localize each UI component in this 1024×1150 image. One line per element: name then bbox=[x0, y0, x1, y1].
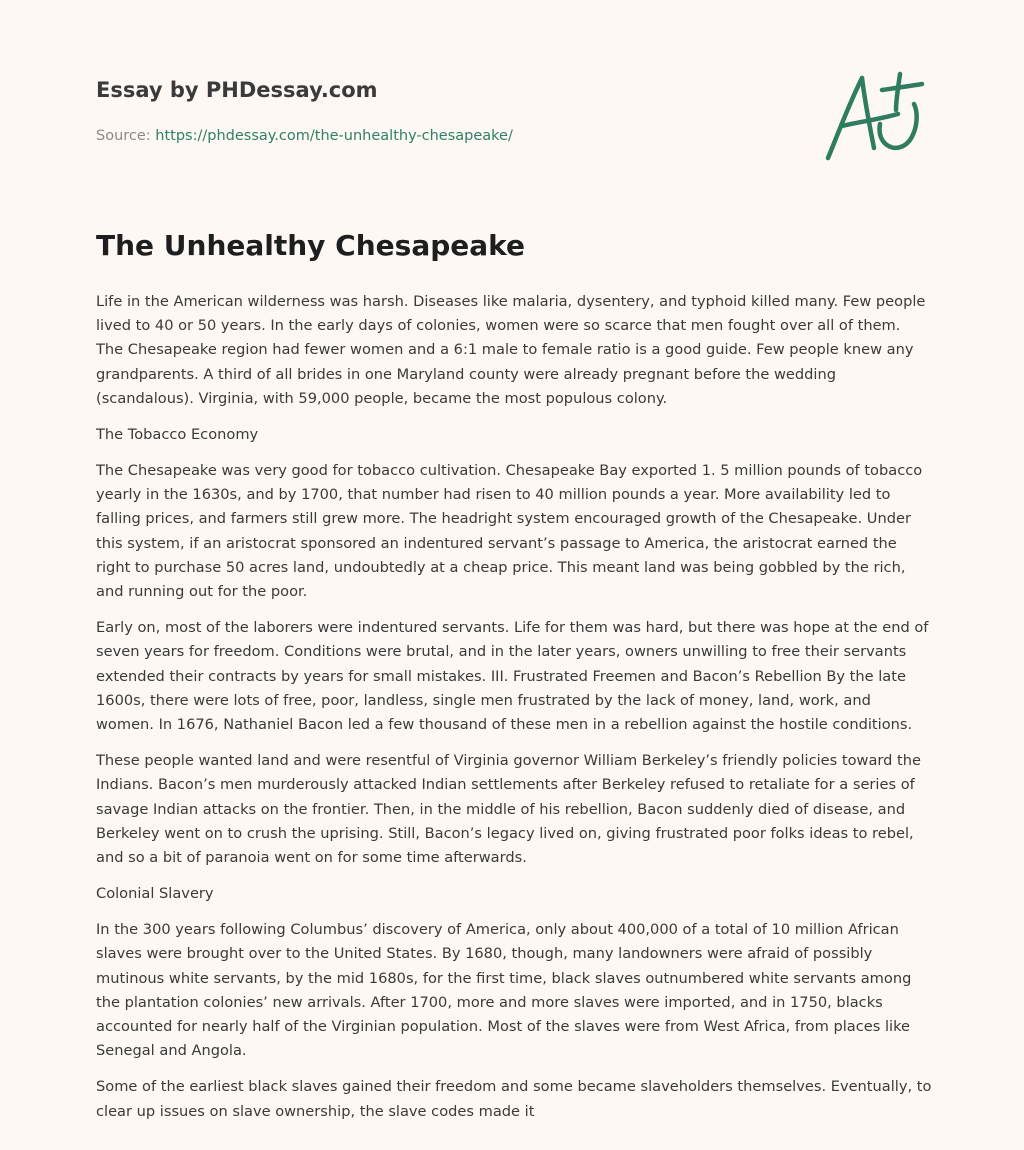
a-plus-logo-icon bbox=[818, 66, 928, 166]
paragraph-6: Some of the earliest black slaves gained their freedom and some became slaveholders themselves. Eventually, to clear up issues on slave ownership, the slave codes made it bbox=[96, 1078, 932, 1120]
source-label: Source: bbox=[96, 128, 156, 144]
site-title: Essay by PHDessay.com bbox=[96, 78, 378, 102]
essay-title: The Unhealthy Chesapeake bbox=[96, 229, 525, 262]
header bbox=[96, 76, 796, 146]
paragraph-2: The Chesapeake was very good for tobacco cultivation. Chesapeake Bay exported 1. 5 million pounds of tobacco yearly in the 1630s, and by 1700, that number had risen to 40 million pounds a year. More availability led to falling prices, and farmers still grew more. The headright system encouraged growth of the Chesapeake. Under this system, if an aristocrat sponsored an indentured servant’s passage to America, the aristocrat earned the right to purchase 50 acres land, undoubtedly at a cheap price. This meant land was being gobbled by the rich, and running out for the poor. bbox=[96, 462, 923, 601]
subheading-tobacco-economy: The Tobacco Economy bbox=[96, 426, 259, 444]
essay-content bbox=[96, 226, 932, 1136]
source-link[interactable]: https://phdessay.com/the-unhealthy-chesapeake/ bbox=[155, 128, 513, 144]
source-line bbox=[96, 126, 796, 146]
subheading-colonial-slavery: Colonial Slavery bbox=[96, 885, 214, 903]
paragraph-4: These people wanted land and were resentful of Virginia governor William Berkeley’s friendly policies toward the Indians. Bacon’s men murderously attacked Indian settlements after Berkeley refused to retaliate for a series of savage Indian attacks on the frontier. Then, in the middle of his rebellion, Bacon suddenly died of disease, and Berkeley went on to crush the uprising. Still, Bacon’s legacy lived on, giving frustrated poor folks ideas to rebel, and so a bit of paranoia went on for some time afterwards. bbox=[96, 752, 922, 867]
paragraph-5: In the 300 years following Columbus’ discovery of America, only about 400,000 of a total of 10 million African slaves were brought over to the United States. By 1680, though, many landowners were afraid of possibly mutinous white servants, by the mid 1680s, for the first time, black slaves outnumbered white servants among the plantation colonies’ new arrivals. After 1700, more and more slaves were imported, and in 1750, blacks accounted for nearly half of the Virginian population. Most of the slaves were from West Africa, from places like Senegal and Angola. bbox=[96, 921, 912, 1060]
paragraph-3: Early on, most of the laborers were indentured servants. Life for them was hard, but there was hope at the end of seven years for freedom. Conditions were brutal, and in the later years, owners unwilling to free their servants extended their contracts by years for small mistakes. III. Frustrated Freemen and Bacon’s Rebellion By the late 1600s, there were lots of free, poor, landless, single men frustrated by the lack of money, land, work, and women. In 1676, Nathaniel Bacon led a few thousand of these men in a rebellion against the hostile conditions. bbox=[96, 619, 929, 734]
paragraph-1: Life in the American wilderness was harsh. Diseases like malaria, dysentery, and typhoid killed many. Few people lived to 40 or 50 years. In the early days of colonies, women were so scarce that men fought over all of them. The Chesapeake region had fewer women and a 6:1 male to female ratio is a good guide. Few people knew any grandparents. A third of all brides in one Maryland county were already pregnant before the wedding (scandalous). Virginia, with 59,000 people, became the most populous colony. bbox=[96, 293, 926, 407]
